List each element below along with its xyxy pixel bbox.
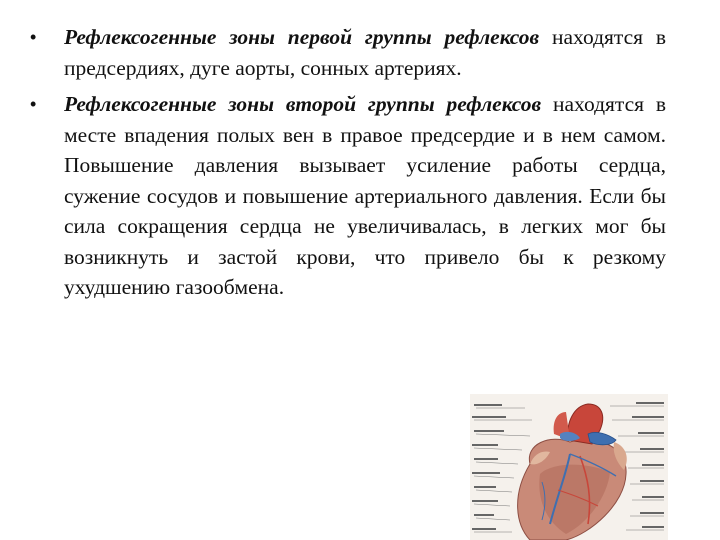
bullet-lead-text: Рефлексогенные зоны второй группы рефлексов	[64, 92, 553, 116]
bullet-item-second-group	[28, 89, 666, 303]
bullet-list	[28, 22, 666, 309]
heart-anatomy-icon	[470, 394, 668, 540]
bullet-lead-text: Рефлексогенные зоны первой группы рефлексов	[64, 25, 552, 49]
bullet-item-first-group	[28, 22, 666, 83]
bullet-body-text: находятся в предсердиях, дуге аорты, сонных артериях.	[64, 25, 666, 80]
bullet-marker: •	[30, 94, 37, 114]
heart-anatomy-figure	[470, 394, 668, 540]
bullet-marker: •	[30, 27, 37, 47]
bullet-body-text: находятся в месте впадения полых вен в правое предсердие и в нем самом. Повышение давления вызывает усиление работы сердца, сужение сосудов и повышение артериального давления. Если бы сила сокращения сердца не увеличивалась, в легких мог бы возникнуть и застой крови, что привело бы к резкому ухудшению газообмена.	[64, 92, 666, 299]
